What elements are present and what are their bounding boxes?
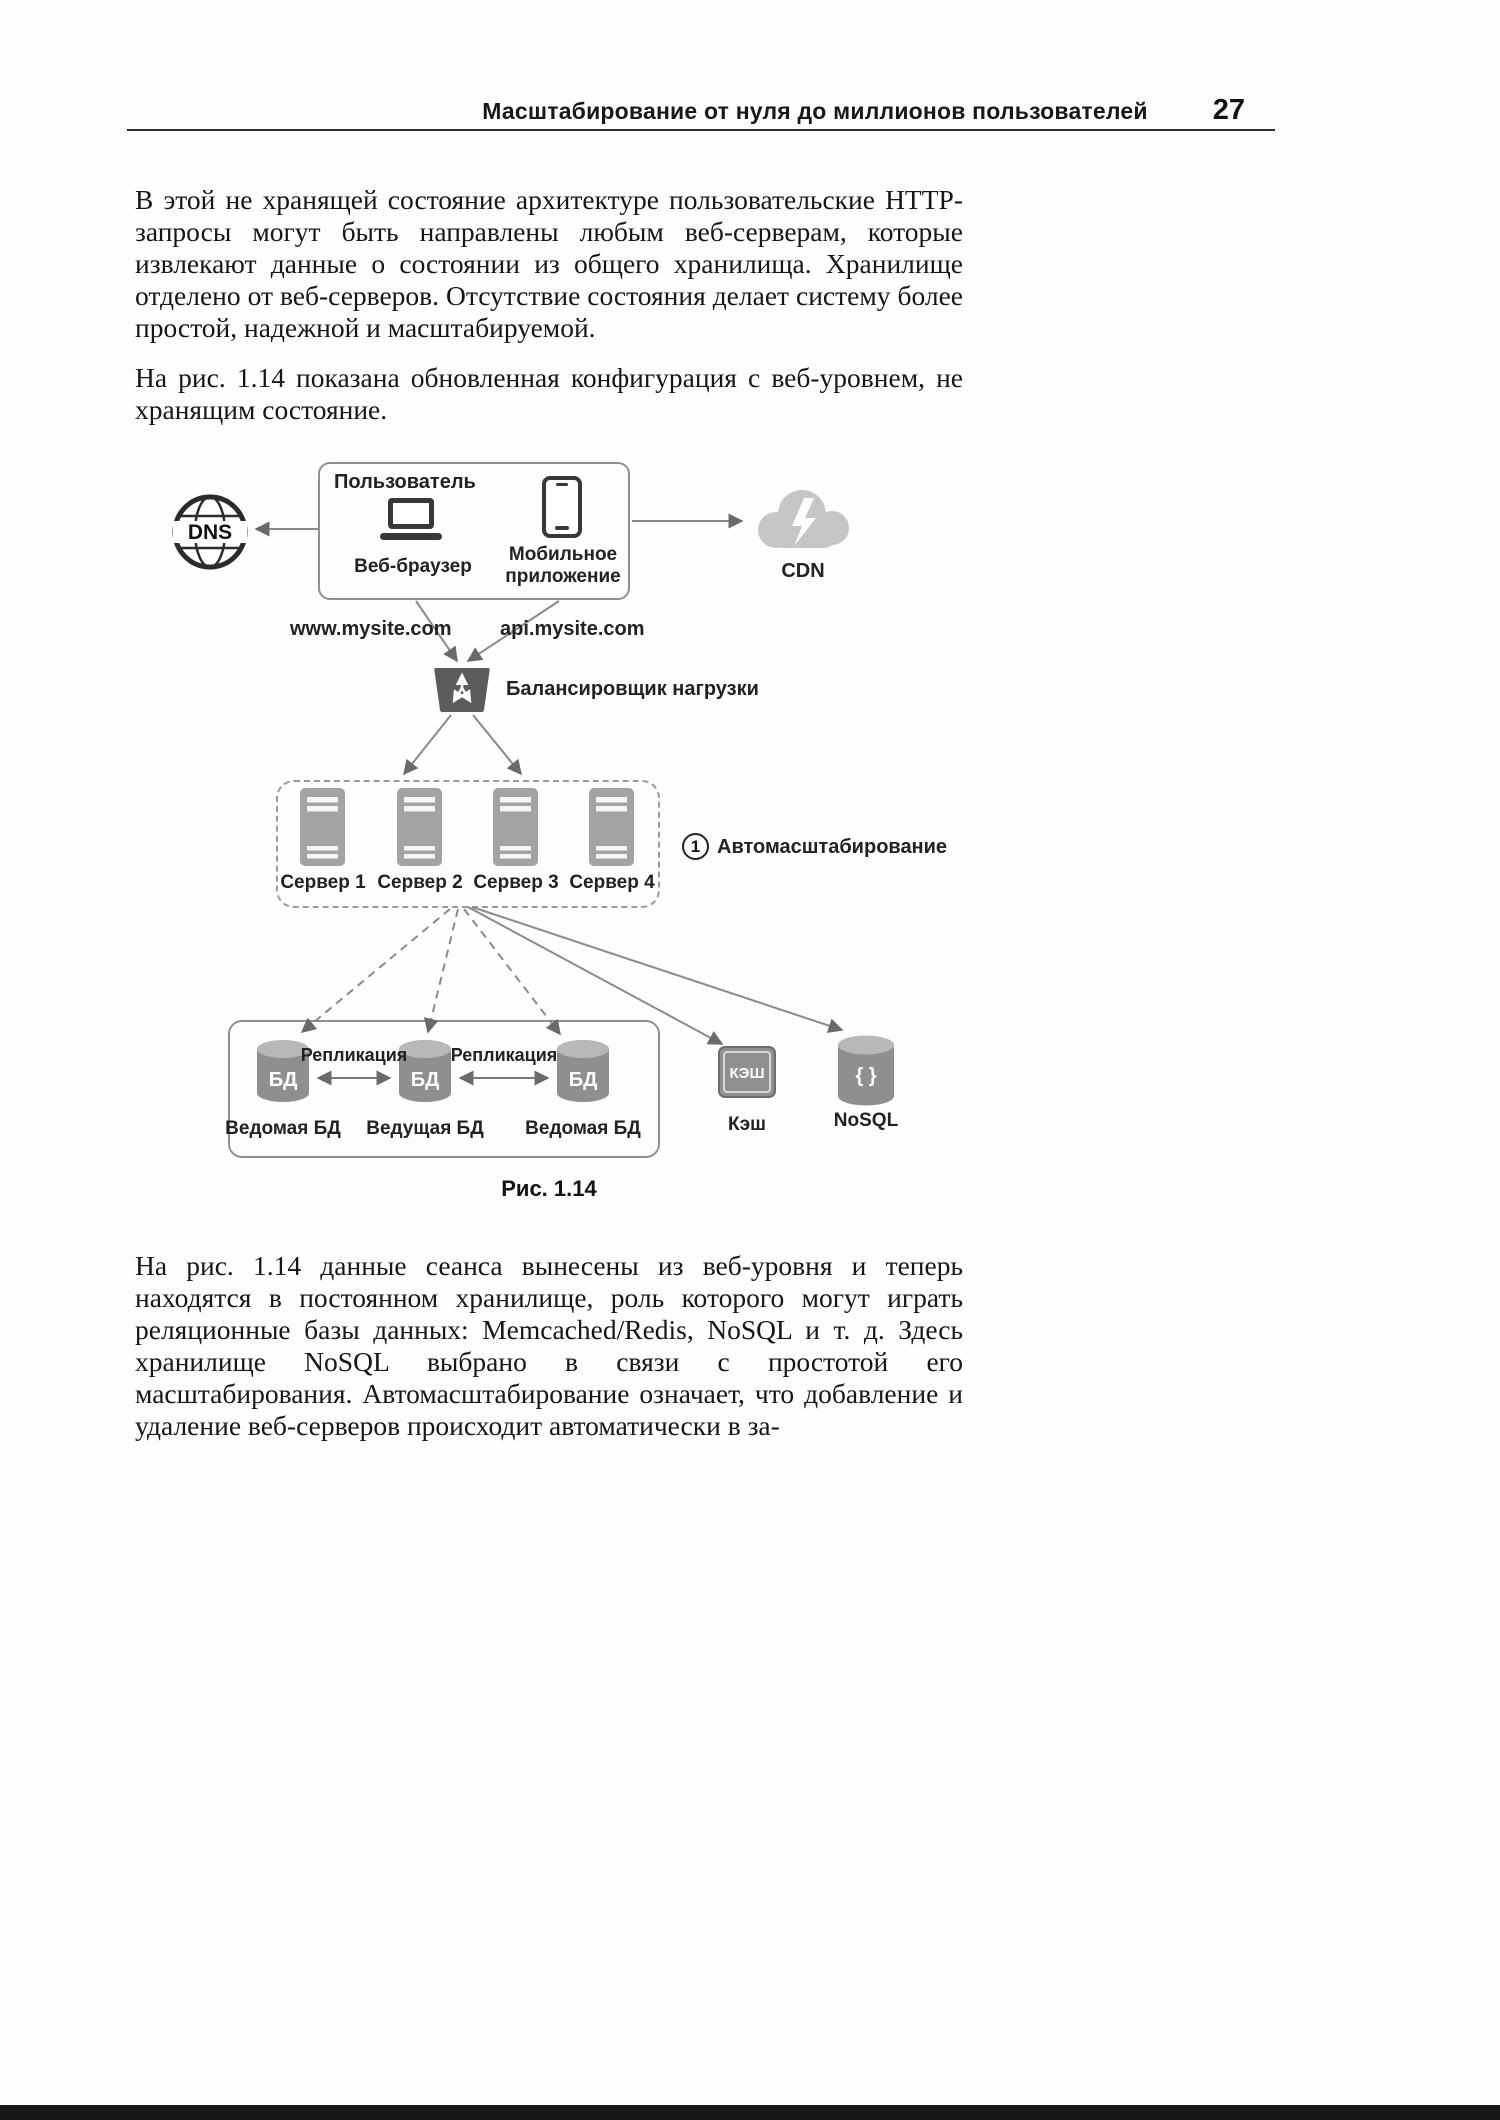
- cache-icon-text: КЭШ: [729, 1065, 765, 1082]
- scan-bottom-edge: [0, 2105, 1500, 2120]
- slave-db-left-label: Ведомая БД: [225, 1118, 341, 1139]
- arrow-servers-to-slave-db-left: [302, 909, 450, 1032]
- server-1-label: Сервер 1: [280, 872, 366, 893]
- load-balancer-label: Балансировщик нагрузки: [506, 678, 759, 700]
- paragraph-2: На рис. 1.14 показана обновленная конфигурация с веб-уровнем, не хранящим состояние.: [135, 362, 963, 425]
- arrow-servers-to-slave-db-right: [464, 909, 560, 1034]
- load-balancer-icon: [432, 666, 492, 714]
- nosql-icon-text: { }: [855, 1065, 877, 1087]
- autoscaling-number-badge: 1: [682, 833, 709, 860]
- running-title: Масштабирование от нуля до миллионов пользователей: [482, 98, 1148, 124]
- mobile-phone-icon: [542, 476, 582, 538]
- replication-label-right: Репликация: [450, 1045, 558, 1065]
- header-rule: [127, 129, 1275, 131]
- autoscaling-label: Автомасштабирование: [717, 836, 948, 858]
- master-db-label: Ведущая БД: [366, 1118, 484, 1139]
- paragraph-3: На рис. 1.14 данные сеанса вынесены из веб-уровня и теперь находятся в постоянном хранилище, роль которого могут играть реляционные базы данных: Memcached/Redis, NoSQL и т. д. Здесь хранилище NoSQL выбрано в связи с простотой его масштабирования. Автомасштабирование означает, что добавление и удаление веб-серверов происходит автоматически в за-: [135, 1250, 963, 1441]
- laptop-icon: [376, 496, 446, 544]
- cache-icon: [718, 1046, 776, 1098]
- www-url-label: www.mysite.com: [290, 618, 452, 640]
- slave-db-right-label: Ведомая БД: [525, 1118, 641, 1139]
- db-text-left: БД: [268, 1069, 298, 1091]
- nosql-db-icon: [836, 1034, 896, 1108]
- arrow-servers-to-nosql: [472, 907, 842, 1030]
- server-4-label: Сервер 4: [569, 872, 655, 893]
- replication-label-left: Репликация: [300, 1045, 408, 1065]
- dns-label: DNS: [187, 521, 233, 544]
- server-3-label: Сервер 3: [473, 872, 559, 893]
- cdn-label: CDN: [781, 560, 825, 582]
- page-header: [127, 94, 1245, 127]
- web-browser-label: Веб-браузер: [354, 556, 472, 577]
- arrow-lb-to-servers-right: [473, 715, 521, 774]
- server-icon-3: [493, 788, 538, 866]
- db-text-right: БД: [568, 1069, 598, 1091]
- user-box-title: Пользователь: [334, 471, 476, 493]
- cache-label: Кэш: [728, 1114, 766, 1135]
- server-icon-2: [397, 788, 442, 866]
- figure-caption: Рис. 1.14: [501, 1176, 597, 1201]
- paragraph-1: В этой не хранящей состояние архитектуре пользовательские HTTP-запросы могут быть направлены любым веб-серверам, которые извлекают данные о состоянии из общего хранилища. Хранилище отделено от веб-серверов. Отсутствие состояния делает систему более простой, надежной и масштабируемой.: [135, 184, 963, 343]
- arrow-lb-to-servers-left: [404, 715, 451, 774]
- page-number: 27: [1212, 94, 1245, 126]
- dns-globe-icon: [170, 492, 250, 572]
- server-2-label: Сервер 2: [377, 872, 463, 893]
- cdn-cloud-icon: [748, 486, 858, 552]
- api-url-label: api.mysite.com: [500, 618, 645, 640]
- mobile-app-label: Мобильное приложение: [505, 544, 621, 587]
- server-icon-4: [589, 788, 634, 866]
- nosql-label: NoSQL: [833, 1110, 899, 1131]
- db-text-center: БД: [410, 1069, 440, 1091]
- arrow-servers-to-master-db: [428, 909, 458, 1032]
- server-icon-1: [300, 788, 345, 866]
